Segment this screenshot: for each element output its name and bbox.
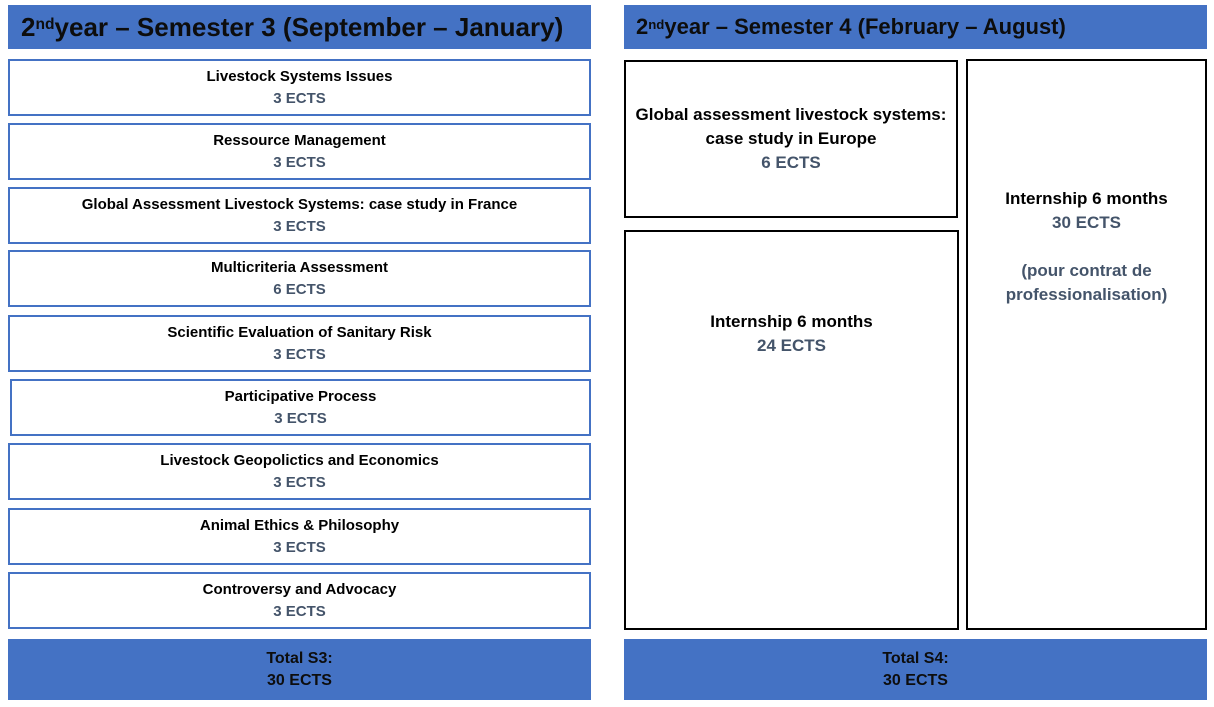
course-box	[8, 315, 591, 372]
course-name: Multicriteria Assessment	[210, 258, 388, 276]
course-name: Ressource Management	[213, 131, 386, 149]
course-box	[8, 508, 591, 565]
semester3-title: year – Semester 3 (September – January)	[54, 11, 564, 42]
total-label: Total S3:	[266, 649, 333, 667]
total-label: Total S4:	[882, 649, 949, 667]
semester3-ordinal: 2	[21, 11, 36, 42]
semester3-header: 2 $^{nd}$ year – Semester 3 (September – January)	[8, 5, 591, 49]
course-name: Scientific Evaluation of Sanitary Risk	[167, 323, 432, 341]
global-assessment-ects: 6 ECTS	[761, 153, 821, 172]
course-ects: 3 ECTS	[273, 602, 326, 620]
course-name: Livestock Systems Issues	[206, 67, 393, 85]
semester4-title: year – Semester 4 (February – August)	[664, 14, 1066, 39]
internship-24-ects: 24 ECTS	[757, 336, 826, 355]
course-ects: 3 ECTS	[273, 217, 326, 235]
internship-24-box	[624, 230, 959, 630]
semester4-header: 2 $^{nd}$ year – Semester 4 (February – August)	[624, 5, 1207, 49]
course-name: Animal Ethics & Philosophy	[199, 516, 400, 534]
semester3-total	[8, 639, 591, 700]
total-value: 30 ECTS	[267, 671, 332, 689]
global-assessment-line2: case study in Europe	[705, 129, 877, 148]
semester4-ordinal: 2	[636, 14, 649, 39]
course-ects: 6 ECTS	[273, 280, 326, 298]
total-value: 30 ECTS	[883, 671, 948, 689]
internship-30-note-line1: (pour contrat de	[1021, 261, 1152, 280]
course-box	[8, 250, 591, 307]
course-ects: 3 ECTS	[273, 345, 326, 363]
course-box	[8, 443, 591, 500]
course-box	[8, 187, 591, 244]
course-ects: 3 ECTS	[273, 153, 326, 171]
course-ects: 3 ECTS	[273, 538, 326, 556]
global-assessment-box	[624, 60, 958, 218]
course-box	[10, 379, 591, 436]
internship-30-name: Internship 6 months	[1005, 189, 1168, 208]
course-box	[8, 572, 591, 629]
internship-30-note-line2: professionalisation)	[1005, 285, 1168, 304]
course-ects: 3 ECTS	[274, 409, 327, 427]
course-ects: 3 ECTS	[273, 473, 326, 491]
semester4-total	[624, 639, 1207, 700]
course-box	[8, 59, 591, 116]
course-name: Controversy and Advocacy	[202, 580, 397, 598]
course-box	[8, 123, 591, 180]
course-name: Livestock Geopolictics and Economics	[160, 451, 439, 469]
internship-24-name: Internship 6 months	[710, 312, 873, 331]
course-name: Global Assessment Livestock Systems: case study in France	[81, 195, 518, 213]
internship-30-ects: 30 ECTS	[1052, 213, 1121, 232]
global-assessment-line1: Global assessment livestock systems:	[635, 105, 947, 124]
internship-30-box	[966, 59, 1207, 630]
course-name: Participative Process	[224, 387, 377, 405]
course-ects: 3 ECTS	[273, 89, 326, 107]
